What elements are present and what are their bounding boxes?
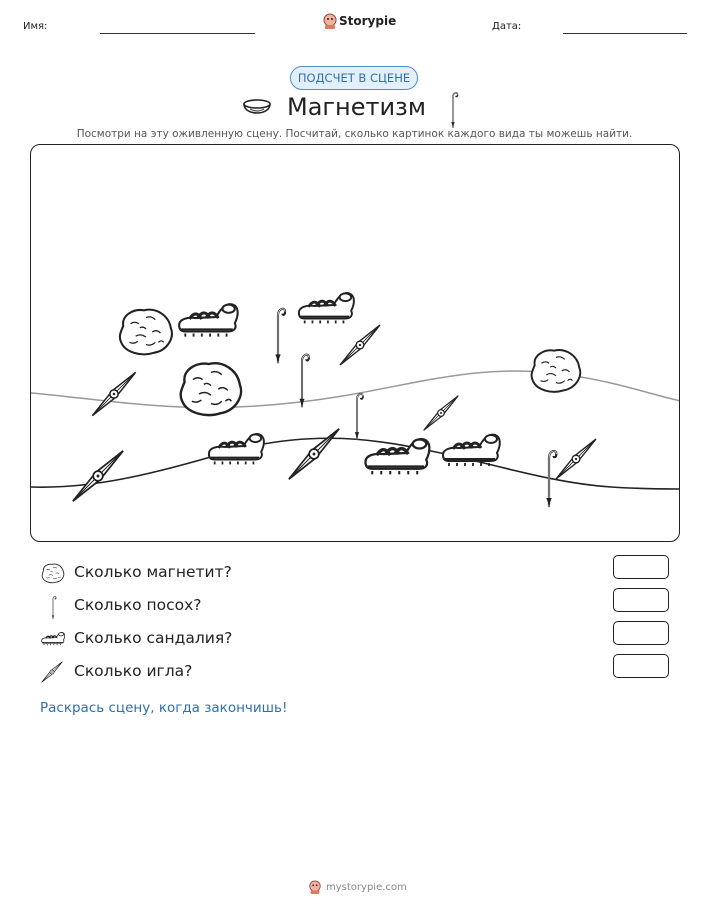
magnetite-icon: [532, 350, 581, 392]
needle-icon: [40, 660, 66, 686]
storypie-mascot-icon: [322, 12, 338, 30]
question-text: Сколько посох?: [74, 596, 202, 614]
date-line[interactable]: [563, 33, 687, 34]
page-title: Магнетизм: [287, 93, 426, 121]
brand-logo-text: Storypie: [339, 14, 397, 28]
staff-icon: [40, 594, 66, 620]
staff-icon: [355, 394, 363, 440]
needle-icon: [289, 429, 339, 479]
magnetite-icon: [181, 363, 241, 415]
footer-website[interactable]: mystorypie.com: [326, 882, 407, 893]
question-text: Сколько сандалия?: [74, 629, 233, 647]
question-row-staff: [40, 594, 680, 620]
staff-icon: [275, 309, 285, 363]
needle-icon: [340, 325, 380, 365]
answer-box-magnetite[interactable]: [613, 555, 669, 579]
needle-icon: [92, 372, 135, 415]
sandal-icon: [299, 293, 354, 323]
answer-box-staff[interactable]: [613, 588, 669, 612]
question-row-magnetite: [40, 561, 680, 587]
magnetite-icon: [120, 310, 172, 355]
question-text: Сколько магнетит?: [74, 563, 232, 581]
sandal-icon: [179, 304, 238, 336]
hill-line-back: [31, 371, 680, 408]
staff-icon: [299, 355, 308, 408]
sandal-icon: [443, 435, 500, 466]
question-row-sandal: [40, 627, 680, 653]
question-row-needle: [40, 660, 680, 686]
bowl-icon: [242, 96, 272, 118]
question-text: Сколько игла?: [74, 662, 193, 680]
sandal-icon: [209, 434, 264, 464]
answer-box-needle[interactable]: [613, 654, 669, 678]
name-line[interactable]: [100, 33, 255, 34]
date-label: Дата:: [492, 21, 522, 32]
needle-icon: [73, 451, 123, 501]
needle-icon: [424, 396, 459, 431]
storypie-mascot-icon: [308, 879, 322, 895]
coloring-instruction: Раскрась сцену, когда закончишь!: [40, 700, 288, 716]
hill-line-front: [31, 438, 680, 489]
magnetite-icon: [40, 561, 66, 587]
name-label: Имя:: [23, 21, 48, 32]
counting-scene: [30, 144, 680, 542]
instructions: Посмотри на эту оживленную сцену. Посчитай, сколько картинок каждого вида ты можешь найти.: [76, 128, 633, 140]
needle-icon: [556, 439, 596, 479]
sandal-icon: [40, 627, 66, 653]
staff-icon: [443, 89, 463, 129]
answer-box-sandal[interactable]: [613, 621, 669, 645]
worksheet-type-badge: ПОДСЧЕТ В СЦЕНЕ: [290, 66, 418, 90]
